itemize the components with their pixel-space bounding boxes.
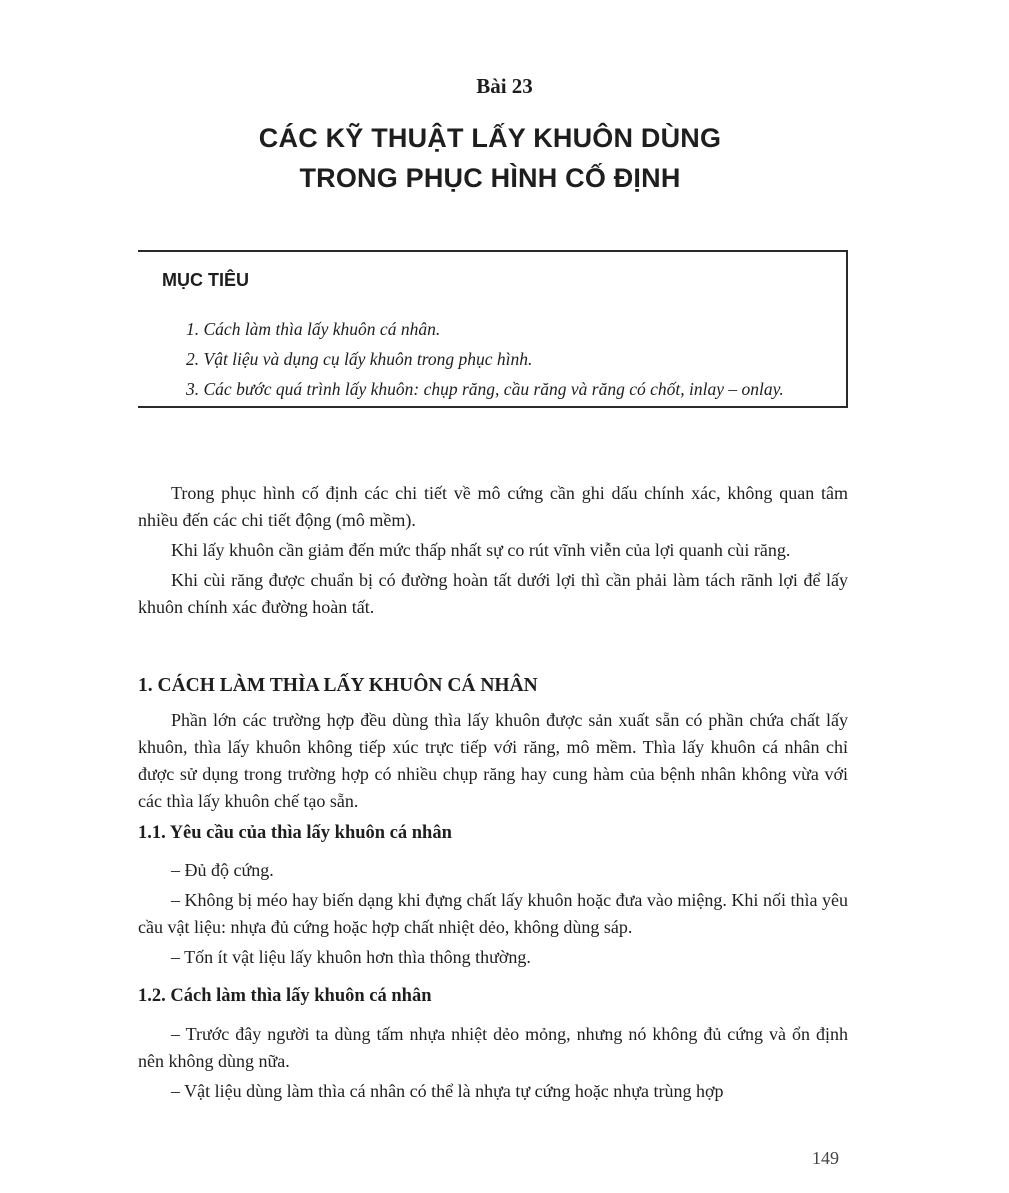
method-item: – Trước đây người ta dùng tấm nhựa nhiệt dẻo mỏng, nhưng nó không đủ cứng và ổn định nên không dùng nữa.	[138, 1024, 848, 1071]
page-number: 149	[812, 1148, 839, 1168]
lesson-number: Bài 23	[476, 74, 533, 98]
objective-item: 1. Cách làm thìa lấy khuôn cá nhân.	[186, 319, 441, 339]
intro-text	[138, 480, 848, 621]
section-1-text	[138, 707, 848, 815]
title-line-2: TRONG PHỤC HÌNH CỐ ĐỊNH	[299, 163, 681, 193]
objective-item: 3. Các bước quá trình lấy khuôn: chụp răng, cầu răng và răng có chốt, inlay – onlay.	[186, 379, 784, 399]
requirement-item: – Đủ độ cứng.	[171, 860, 274, 880]
section-1-paragraph: Phần lớn các trường hợp đều dùng thìa lấy khuôn được sản xuất sẵn có phần chứa chất lấy khuôn, thìa lấy khuôn không tiếp xúc trực tiếp với răng, mô mềm. Thìa lấy khuôn cá nhân chỉ được sử dụng trong trường hợp có nhiều chụp răng hay cung hàm của bệnh nhân không vừa với các thìa lấy khuôn chế tạo sẵn.	[138, 710, 848, 811]
intro-paragraph: Khi lấy khuôn cần giảm đến mức thấp nhất sự co rút vĩnh viễn của lợi quanh cùi răng.	[171, 540, 791, 560]
requirement-item: – Không bị méo hay biến dạng khi đựng chất lấy khuôn hoặc đưa vào miệng. Khi nối thìa yêu cầu vật liệu: nhựa đủ cứng hoặc hợp chất nhiệt dẻo, không dùng sáp.	[138, 890, 848, 937]
objective-item: 2. Vật liệu và dụng cụ lấy khuôn trong phục hình.	[186, 349, 533, 369]
section-1-2-heading: 1.2. Cách làm thìa lấy khuôn cá nhân	[138, 986, 432, 1006]
intro-paragraph: Khi cùi răng được chuẩn bị có đường hoàn tất dưới lợi thì cần phải làm tách rãnh lợi để lấy khuôn chính xác đường hoàn tất.	[138, 570, 848, 617]
objectives-heading: MỤC TIÊU	[162, 270, 249, 290]
section-1-heading: 1. CÁCH LÀM THÌA LẤY KHUÔN CÁ NHÂN	[138, 675, 538, 696]
page-title	[0, 118, 980, 198]
section-1-1-text	[138, 857, 848, 971]
section-1-2-text	[138, 1021, 848, 1105]
requirement-item: – Tốn ít vật liệu lấy khuôn hơn thìa thông thường.	[171, 947, 531, 967]
title-line-1: CÁC KỸ THUẬT LẤY KHUÔN DÙNG	[258, 123, 722, 153]
intro-paragraph: Trong phục hình cố định các chi tiết về mô cứng cần ghi dấu chính xác, không quan tâm nhiều đến các chi tiết động (mô mềm).	[138, 483, 848, 530]
section-1-1-heading: 1.1. Yêu cầu của thìa lấy khuôn cá nhân	[138, 823, 452, 843]
method-item: – Vật liệu dùng làm thìa cá nhân có thể là nhựa tự cứng hoặc nhựa trùng hợp	[171, 1081, 724, 1101]
objectives-box	[138, 250, 848, 408]
objectives-list	[186, 314, 784, 404]
